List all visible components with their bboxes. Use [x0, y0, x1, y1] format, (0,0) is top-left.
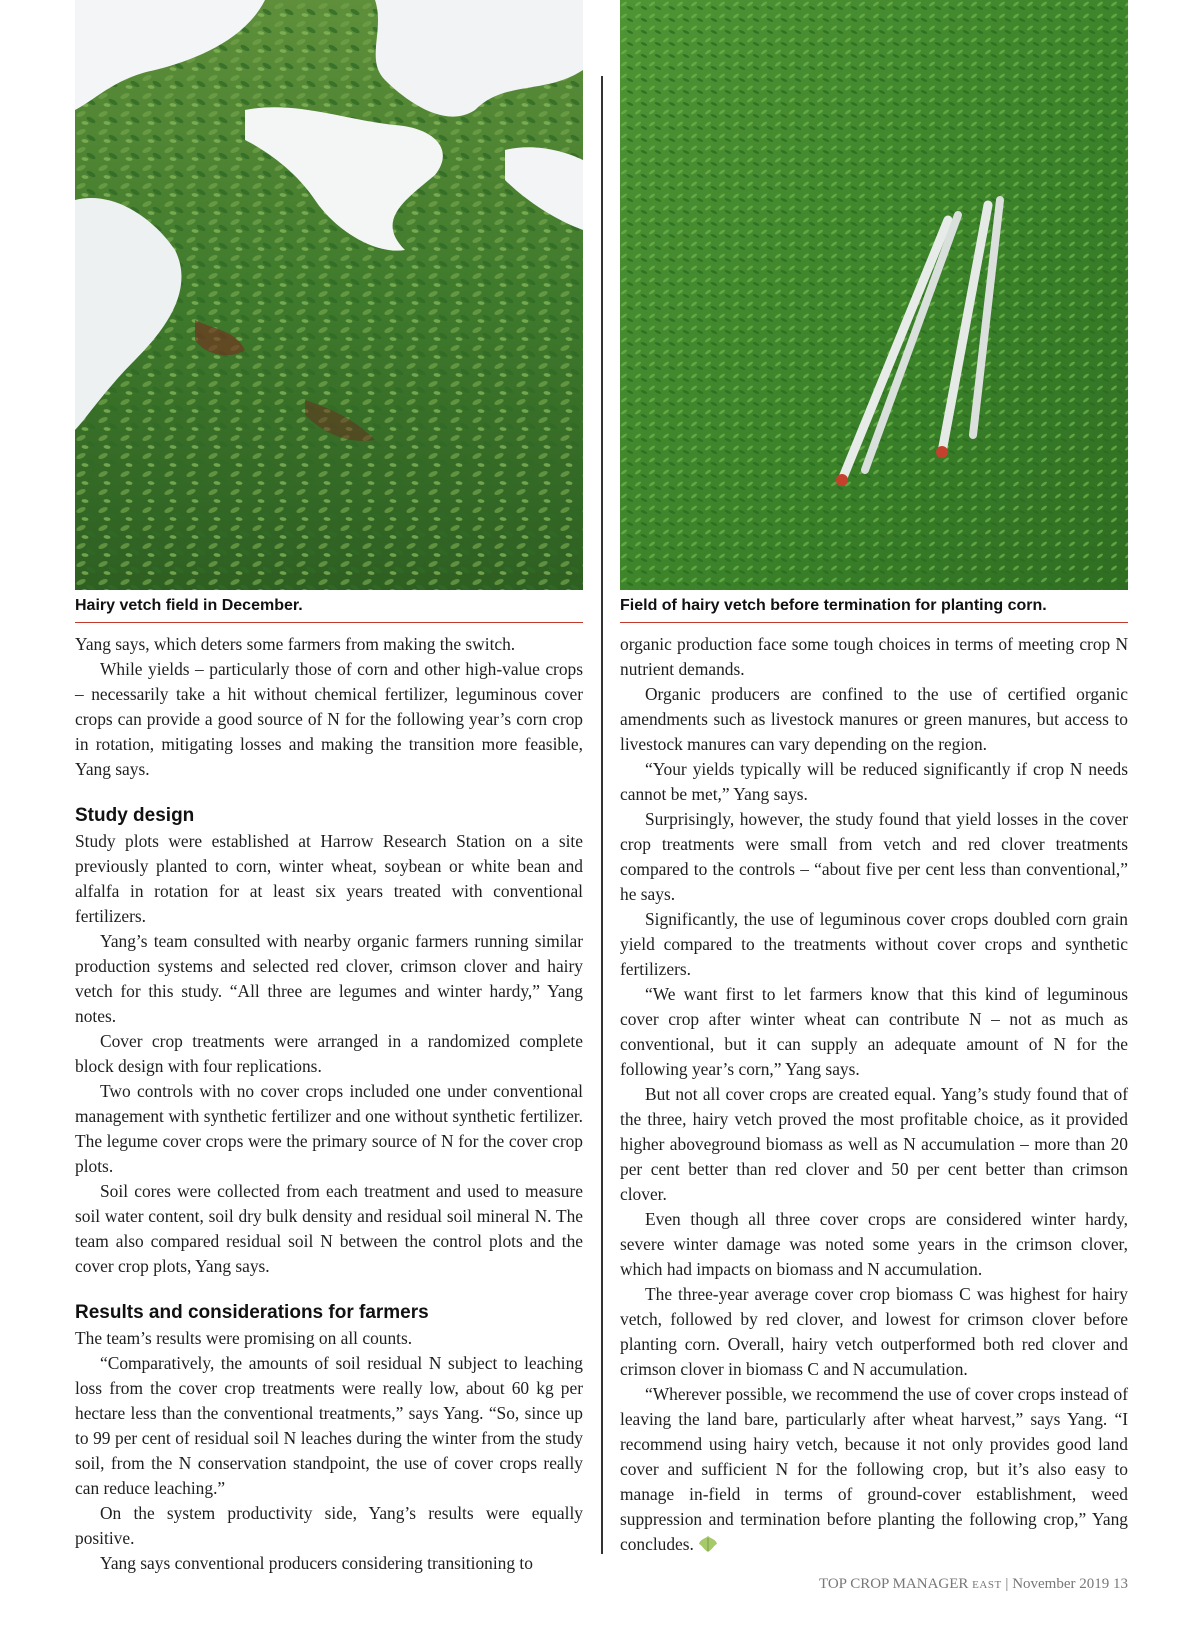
page-footer	[819, 1576, 1128, 1593]
photo-hairy-vetch-december	[75, 0, 583, 590]
paragraph: Yang says conventional producers considering transitioning to	[100, 1553, 533, 1573]
article-column-right	[620, 632, 1128, 1557]
paragraph: Surprisingly, however, the study found that yield losses in the cover crop treatments were small from vetch and red clover treatments compared to the controls – “about five per cent less than conventional,” he says.	[620, 809, 1128, 904]
paragraph: “Comparatively, the amounts of soil residual N subject to leaching loss from the cover crop treatments were really low, about 60 kg per hectare less than the conventional treatments,” says Yang. “So, since up to 99 per cent of residual soil N leaches during the winter from the study soil, from the N conservation standpoint, the use of cover crops really can reduce leaching.”	[75, 1353, 583, 1498]
column-divider	[601, 76, 603, 1554]
article-column-left	[75, 632, 583, 1576]
vetch-snow-image	[75, 0, 583, 590]
final-paragraph-text: “Wherever possible, we recommend the use of cover crops instead of leaving the land bare, particularly after wheat harvest,” says Yang. “I recommend using hairy vetch, because it not only provides good land cover and sufficient N for the following crop, but it’s also easy to manage in-field in terms of ground-cover establishment, weed suppression and termination before planting the following crop,” Yang concludes.	[620, 1384, 1128, 1554]
paragraph: While yields – particularly those of corn and other high-value crops – necessarily take a hit without chemical fertilizer, leguminous cover crops can provide a good source of N for the following year’s corn crop in rotation, mitigating losses and making the transition more feasible, Yang says.	[75, 659, 583, 779]
paragraph: The three-year average cover crop biomass C was highest for hairy vetch, followed by red clover, and lowest for crimson clover before planting corn. Overall, hairy vetch outperformed both red clover and crimson clover in biomass C and N accumulation.	[620, 1284, 1128, 1379]
leaf-end-mark-icon	[698, 1535, 718, 1553]
paragraph: Organic producers are confined to the use of certified organic amendments such as livestock manures or green manures, but access to livestock manures can vary depending on the region.	[620, 684, 1128, 754]
paragraph: “Your yields typically will be reduced significantly if crop N needs cannot be met,” Yang says.	[620, 759, 1128, 804]
issue-date: November 2019	[1012, 1576, 1110, 1592]
page-number: 13	[1113, 1576, 1128, 1592]
vetch-field-image	[620, 0, 1128, 590]
paragraph: Soil cores were collected from each treatment and used to measure soil water content, soil dry bulk density and residual soil mineral N. The team also compared residual soil N between the control plots and the cover crop plots, Yang says.	[75, 1181, 583, 1276]
photo-caption-right: Field of hairy vetch before termination for planting corn.	[620, 593, 1128, 623]
paragraph: Significantly, the use of leguminous cover crops doubled corn grain yield compared to the treatments without cover crops and synthetic fertilizers.	[620, 909, 1128, 979]
paragraph: Yang says, which deters some farmers from making the switch.	[75, 634, 516, 654]
photo-caption-left: Hairy vetch field in December.	[75, 593, 583, 623]
paragraph: Cover crop treatments were arranged in a randomized complete block design with four replications.	[75, 1031, 583, 1076]
magazine-name: TOP CROP MANAGER	[818, 1576, 969, 1592]
paragraph: Study plots were established at Harrow Research Station on a site previously planted to corn, winter wheat, soybean or white bean and alfalfa in rotation for at least six years treated with conventional fertilizers.	[75, 831, 583, 926]
section-heading-study-design: Study design	[75, 805, 195, 826]
paragraph: The team’s results were promising on all counts.	[75, 1328, 413, 1348]
section-heading-results: Results and considerations for farmers	[75, 1302, 429, 1323]
paragraph: But not all cover crops are created equal. Yang’s study found that of the three, hairy vetch proved the most profitable choice, as it provided higher aboveground biomass as well as N accumulation – more than 20 per cent better than red clover and 50 per cent better than crimson clover.	[620, 1084, 1128, 1204]
paragraph: organic production face some tough choices in terms of meeting crop N nutrient demands.	[620, 634, 1128, 679]
paragraph: On the system productivity side, Yang’s results were equally positive.	[75, 1503, 583, 1548]
magazine-edition: EAST	[972, 1579, 1002, 1591]
paragraph: Two controls with no cover crops included one under conventional management with synthetic fertilizer and one without synthetic fertilizer. The legume cover crops were the primary source of N for the cover crop plots.	[75, 1081, 583, 1176]
footer-separator: |	[1005, 1576, 1009, 1592]
photo-hairy-vetch-field	[620, 0, 1128, 590]
paragraph: Yang’s team consulted with nearby organic farmers running similar production systems and selected red clover, crimson clover and hairy vetch for this study. “All three are legumes and winter hardy,” Yang notes.	[75, 931, 583, 1026]
paragraph: “We want first to let farmers know that this kind of leguminous cover crop after winter wheat can contribute N – not as much as conventional, but it can supply an adequate amount of N for the following year’s corn,” Yang says.	[620, 984, 1128, 1079]
paragraph-final	[620, 1382, 1128, 1557]
paragraph: Even though all three cover crops are considered winter hardy, severe winter damage was noted some years in the crimson clover, which had impacts on biomass and N accumulation.	[620, 1209, 1128, 1279]
